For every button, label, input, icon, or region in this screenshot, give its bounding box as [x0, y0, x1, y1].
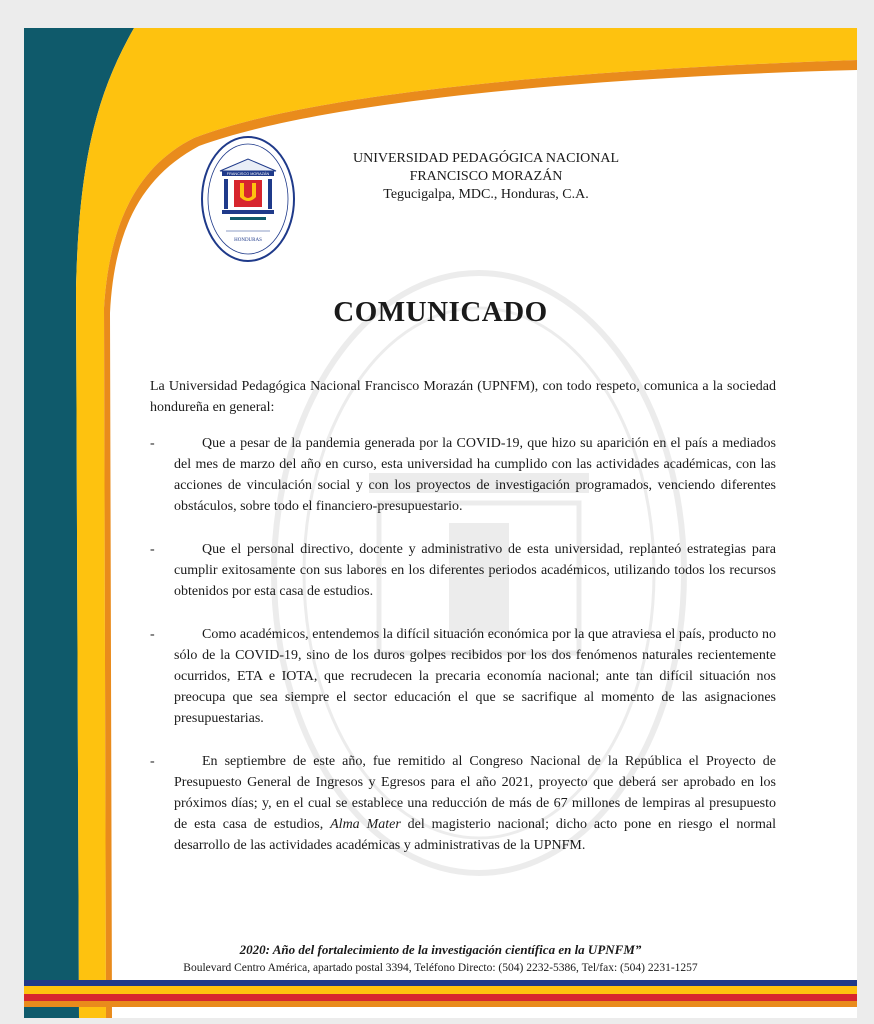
bottom-stripe-navy: [24, 980, 857, 986]
institution-name-line2: FRANCISCO MORAZÁN: [409, 169, 563, 184]
list-item: [150, 624, 776, 729]
paragraph-text: Que a pesar de la pandemia generada por la COVID-19, que hizo su aparición en el país a mediados del mes de marzo del año en curso, esta universidad ha cumplido con las actividades académicas, con las acciones de vinculación social y con los proyectos de investigación programados, venciendo diferentes obstáculos, sobre todo el financiero-presupuestario.: [174, 436, 776, 514]
bullet-marker: -: [150, 542, 155, 557]
institution-header: [316, 150, 656, 204]
university-seal: [200, 135, 296, 263]
institution-name-line1: UNIVERSIDAD PEDAGÓGICA NACIONAL: [353, 151, 619, 166]
bottom-stripe-yellow: [24, 986, 857, 994]
bottom-stripe-orange: [24, 1001, 857, 1007]
seal-bottom-text: HONDURAS: [234, 238, 262, 243]
document-page: [24, 28, 857, 1018]
paragraph-text-part: del magisterio nacional; dicho acto pone en riesgo el normal desarrollo de las actividades académicas y administrativas de la UPNFM.: [174, 817, 776, 853]
alma-mater-emphasis: Alma Mater: [330, 817, 401, 832]
institution-location: Tegucigalpa, MDC., Honduras, C.A.: [383, 187, 589, 202]
intro-paragraph: La Universidad Pedagógica Nacional Francisco Morazán (UPNFM), con todo respeto, comunica a la sociedad hondureña en general:: [150, 379, 776, 415]
paragraph-text: [174, 751, 776, 856]
document-body: [150, 376, 776, 878]
list-item: [150, 433, 776, 517]
seal-top-text: FRANCISCO MORAZÁN: [226, 172, 270, 176]
bullet-marker: -: [150, 436, 155, 451]
footer-motto: 2020: Año del fortalecimiento de la investigación científica en la UPNFM”: [239, 942, 642, 957]
bullet-marker: -: [150, 627, 155, 642]
paragraph-text: Como académicos, entendemos la difícil situación económica por la que atraviesa el país, producto no sólo de la COVID-19, sino de los duros golpes recibidos por los dos fenómenos naturales recientemente ocurridos, ETA e IOTA, que recrudecen la precaria economía nacional; ante tan difícil situación nos preocupa que sea siempre el sector educación el que se sacrifique al momento de las asignaciones presupuestarias.: [174, 627, 776, 726]
paragraph-text: Que el personal directivo, docente y administrativo de esta universidad, replanteó estrategias para cumplir exitosamente con sus labores en los diferentes periodos académicos, utilizando todos los recursos obtenidos por esta casa de estudios.: [174, 542, 776, 599]
bullet-marker: -: [150, 754, 155, 769]
footer-address: Boulevard Centro América, apartado postal 3394, Teléfono Directo: (504) 2232-5386, Tel/fax: (504) 2231-1257: [183, 962, 698, 974]
bottom-stripe-red: [24, 994, 857, 1001]
list-item: [150, 539, 776, 602]
document-title: COMUNICADO: [333, 296, 548, 328]
list-item: [150, 751, 776, 856]
seal-red-panel: [234, 180, 262, 207]
paragraph-text-part: En septiembre de este año, fue remitido al Congreso Nacional de la República el Proyecto de Presupuesto General de Ingresos y Egresos para el año 2021, proyecto que deberá ser aprobado en los próximos días; y, en el cual se establece una reducción de más de 67 millones de lempiras al presupuesto de esta casa de estudios,: [174, 754, 776, 832]
